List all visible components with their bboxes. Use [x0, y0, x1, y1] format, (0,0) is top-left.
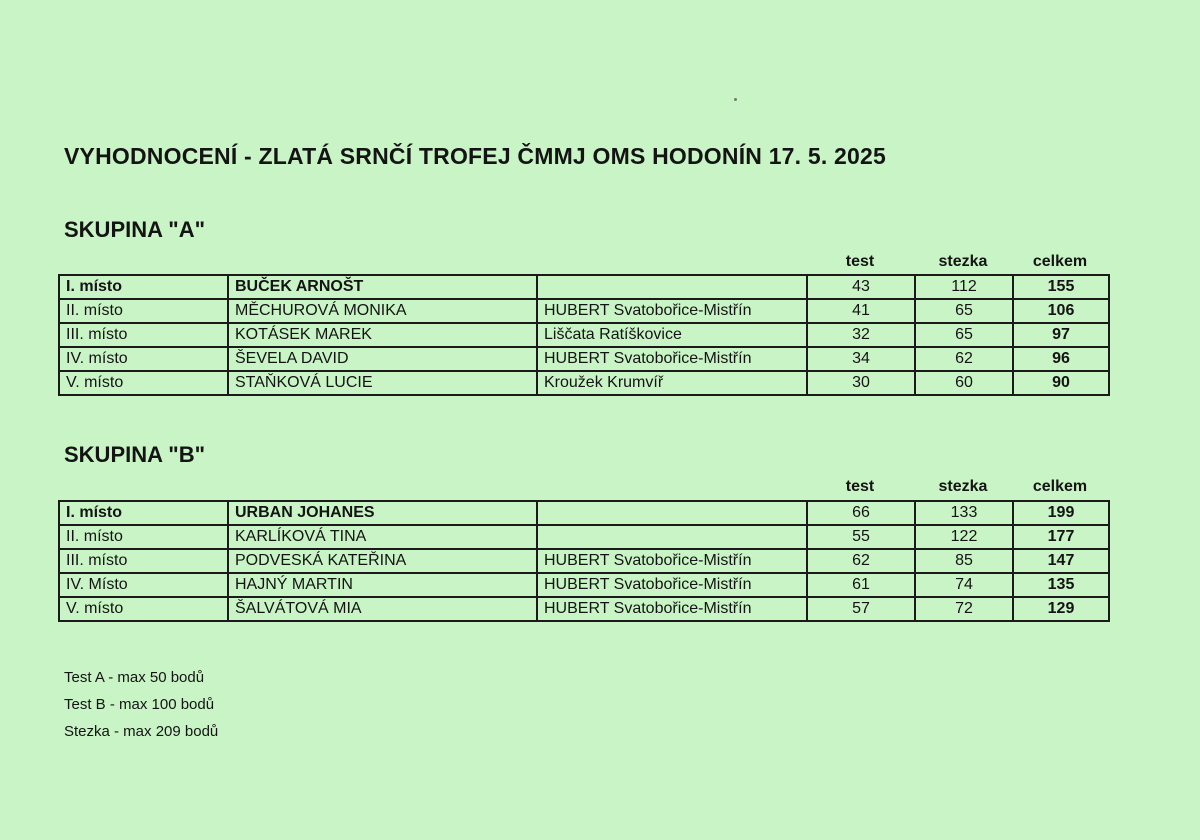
total-score-cell: 97: [1013, 323, 1109, 347]
place-cell: IV. místo: [59, 347, 228, 371]
test-score-cell: 34: [807, 347, 915, 371]
name-cell: ŠEVELA DAVID: [228, 347, 537, 371]
place-cell: IV. Místo: [59, 573, 228, 597]
column-header-test: test: [845, 478, 875, 495]
club-cell: HUBERT Svatobořice-Mistřín: [537, 549, 807, 573]
stezka-score-cell: 112: [915, 275, 1013, 299]
club-cell: [537, 501, 807, 525]
place-cell: V. místo: [59, 371, 228, 395]
stezka-score-cell: 133: [915, 501, 1013, 525]
total-score-cell: 155: [1013, 275, 1109, 299]
test-score-cell: 61: [807, 573, 915, 597]
club-cell: [537, 275, 807, 299]
table-row: [59, 323, 1109, 347]
name-cell: ŠALVÁTOVÁ MIA: [228, 597, 537, 621]
name-cell: HAJNÝ MARTIN: [228, 573, 537, 597]
column-header-celkem: celkem: [1032, 478, 1088, 495]
club-cell: Liščata Ratíškovice: [537, 323, 807, 347]
name-cell: PODVESKÁ KATEŘINA: [228, 549, 537, 573]
place-cell: III. místo: [59, 549, 228, 573]
place-cell: II. místo: [59, 299, 228, 323]
club-cell: HUBERT Svatobořice-Mistřín: [537, 573, 807, 597]
scoring-notes: [64, 664, 218, 745]
name-cell: MĚCHUROVÁ MONIKA: [228, 299, 537, 323]
total-score-cell: 135: [1013, 573, 1109, 597]
name-cell: KOTÁSEK MAREK: [228, 323, 537, 347]
group-b-title: SKUPINA "B": [64, 442, 206, 467]
stezka-score-cell: 65: [915, 323, 1013, 347]
table-row: [59, 501, 1109, 525]
name-cell: URBAN JOHANES: [228, 501, 537, 525]
group-a-title: SKUPINA "A": [64, 217, 206, 242]
column-header-stezka: stezka: [938, 478, 988, 495]
name-cell: STAŇKOVÁ LUCIE: [228, 371, 537, 395]
column-header-celkem: celkem: [1032, 253, 1088, 270]
speck: [734, 98, 737, 101]
name-cell: KARLÍKOVÁ TINA: [228, 525, 537, 549]
test-score-cell: 30: [807, 371, 915, 395]
table-row: [59, 299, 1109, 323]
club-cell: HUBERT Svatobořice-Mistřín: [537, 597, 807, 621]
total-score-cell: 90: [1013, 371, 1109, 395]
place-cell: III. místo: [59, 323, 228, 347]
stezka-score-cell: 85: [915, 549, 1013, 573]
total-score-cell: 96: [1013, 347, 1109, 371]
table-row: [59, 573, 1109, 597]
club-cell: HUBERT Svatobořice-Mistřín: [537, 347, 807, 371]
group-b-column-headers: [58, 478, 1108, 498]
club-cell: [537, 525, 807, 549]
club-cell: Kroužek Krumvíř: [537, 371, 807, 395]
stezka-score-cell: 65: [915, 299, 1013, 323]
place-cell: I. místo: [59, 275, 228, 299]
group-a-column-headers: [58, 253, 1108, 273]
group-a-table: [58, 274, 1110, 396]
total-score-cell: 147: [1013, 549, 1109, 573]
table-row: [59, 275, 1109, 299]
test-score-cell: 41: [807, 299, 915, 323]
note-test-b: Test B - max 100 bodů: [64, 696, 215, 713]
stezka-score-cell: 74: [915, 573, 1013, 597]
table-row: [59, 525, 1109, 549]
table-row: [59, 347, 1109, 371]
total-score-cell: 199: [1013, 501, 1109, 525]
table-row: [59, 371, 1109, 395]
stezka-score-cell: 72: [915, 597, 1013, 621]
total-score-cell: 106: [1013, 299, 1109, 323]
test-score-cell: 55: [807, 525, 915, 549]
test-score-cell: 32: [807, 323, 915, 347]
table-row: [59, 597, 1109, 621]
club-cell: HUBERT Svatobořice-Mistřín: [537, 299, 807, 323]
stezka-score-cell: 60: [915, 371, 1013, 395]
table-row: [59, 549, 1109, 573]
stezka-score-cell: 122: [915, 525, 1013, 549]
note-test-a: Test A - max 50 bodů: [64, 669, 205, 686]
place-cell: I. místo: [59, 501, 228, 525]
column-header-test: test: [845, 253, 875, 270]
test-score-cell: 66: [807, 501, 915, 525]
total-score-cell: 177: [1013, 525, 1109, 549]
column-header-stezka: stezka: [938, 253, 988, 270]
page-title: VYHODNOCENÍ - ZLATÁ SRNČÍ TROFEJ ČMMJ OMS HODONÍN 17. 5. 2025: [64, 143, 886, 169]
total-score-cell: 129: [1013, 597, 1109, 621]
place-cell: V. místo: [59, 597, 228, 621]
note-stezka: Stezka - max 209 bodů: [64, 723, 219, 740]
test-score-cell: 57: [807, 597, 915, 621]
name-cell: BUČEK ARNOŠT: [228, 275, 537, 299]
place-cell: II. místo: [59, 525, 228, 549]
group-b-table: [58, 500, 1110, 622]
test-score-cell: 43: [807, 275, 915, 299]
test-score-cell: 62: [807, 549, 915, 573]
stezka-score-cell: 62: [915, 347, 1013, 371]
